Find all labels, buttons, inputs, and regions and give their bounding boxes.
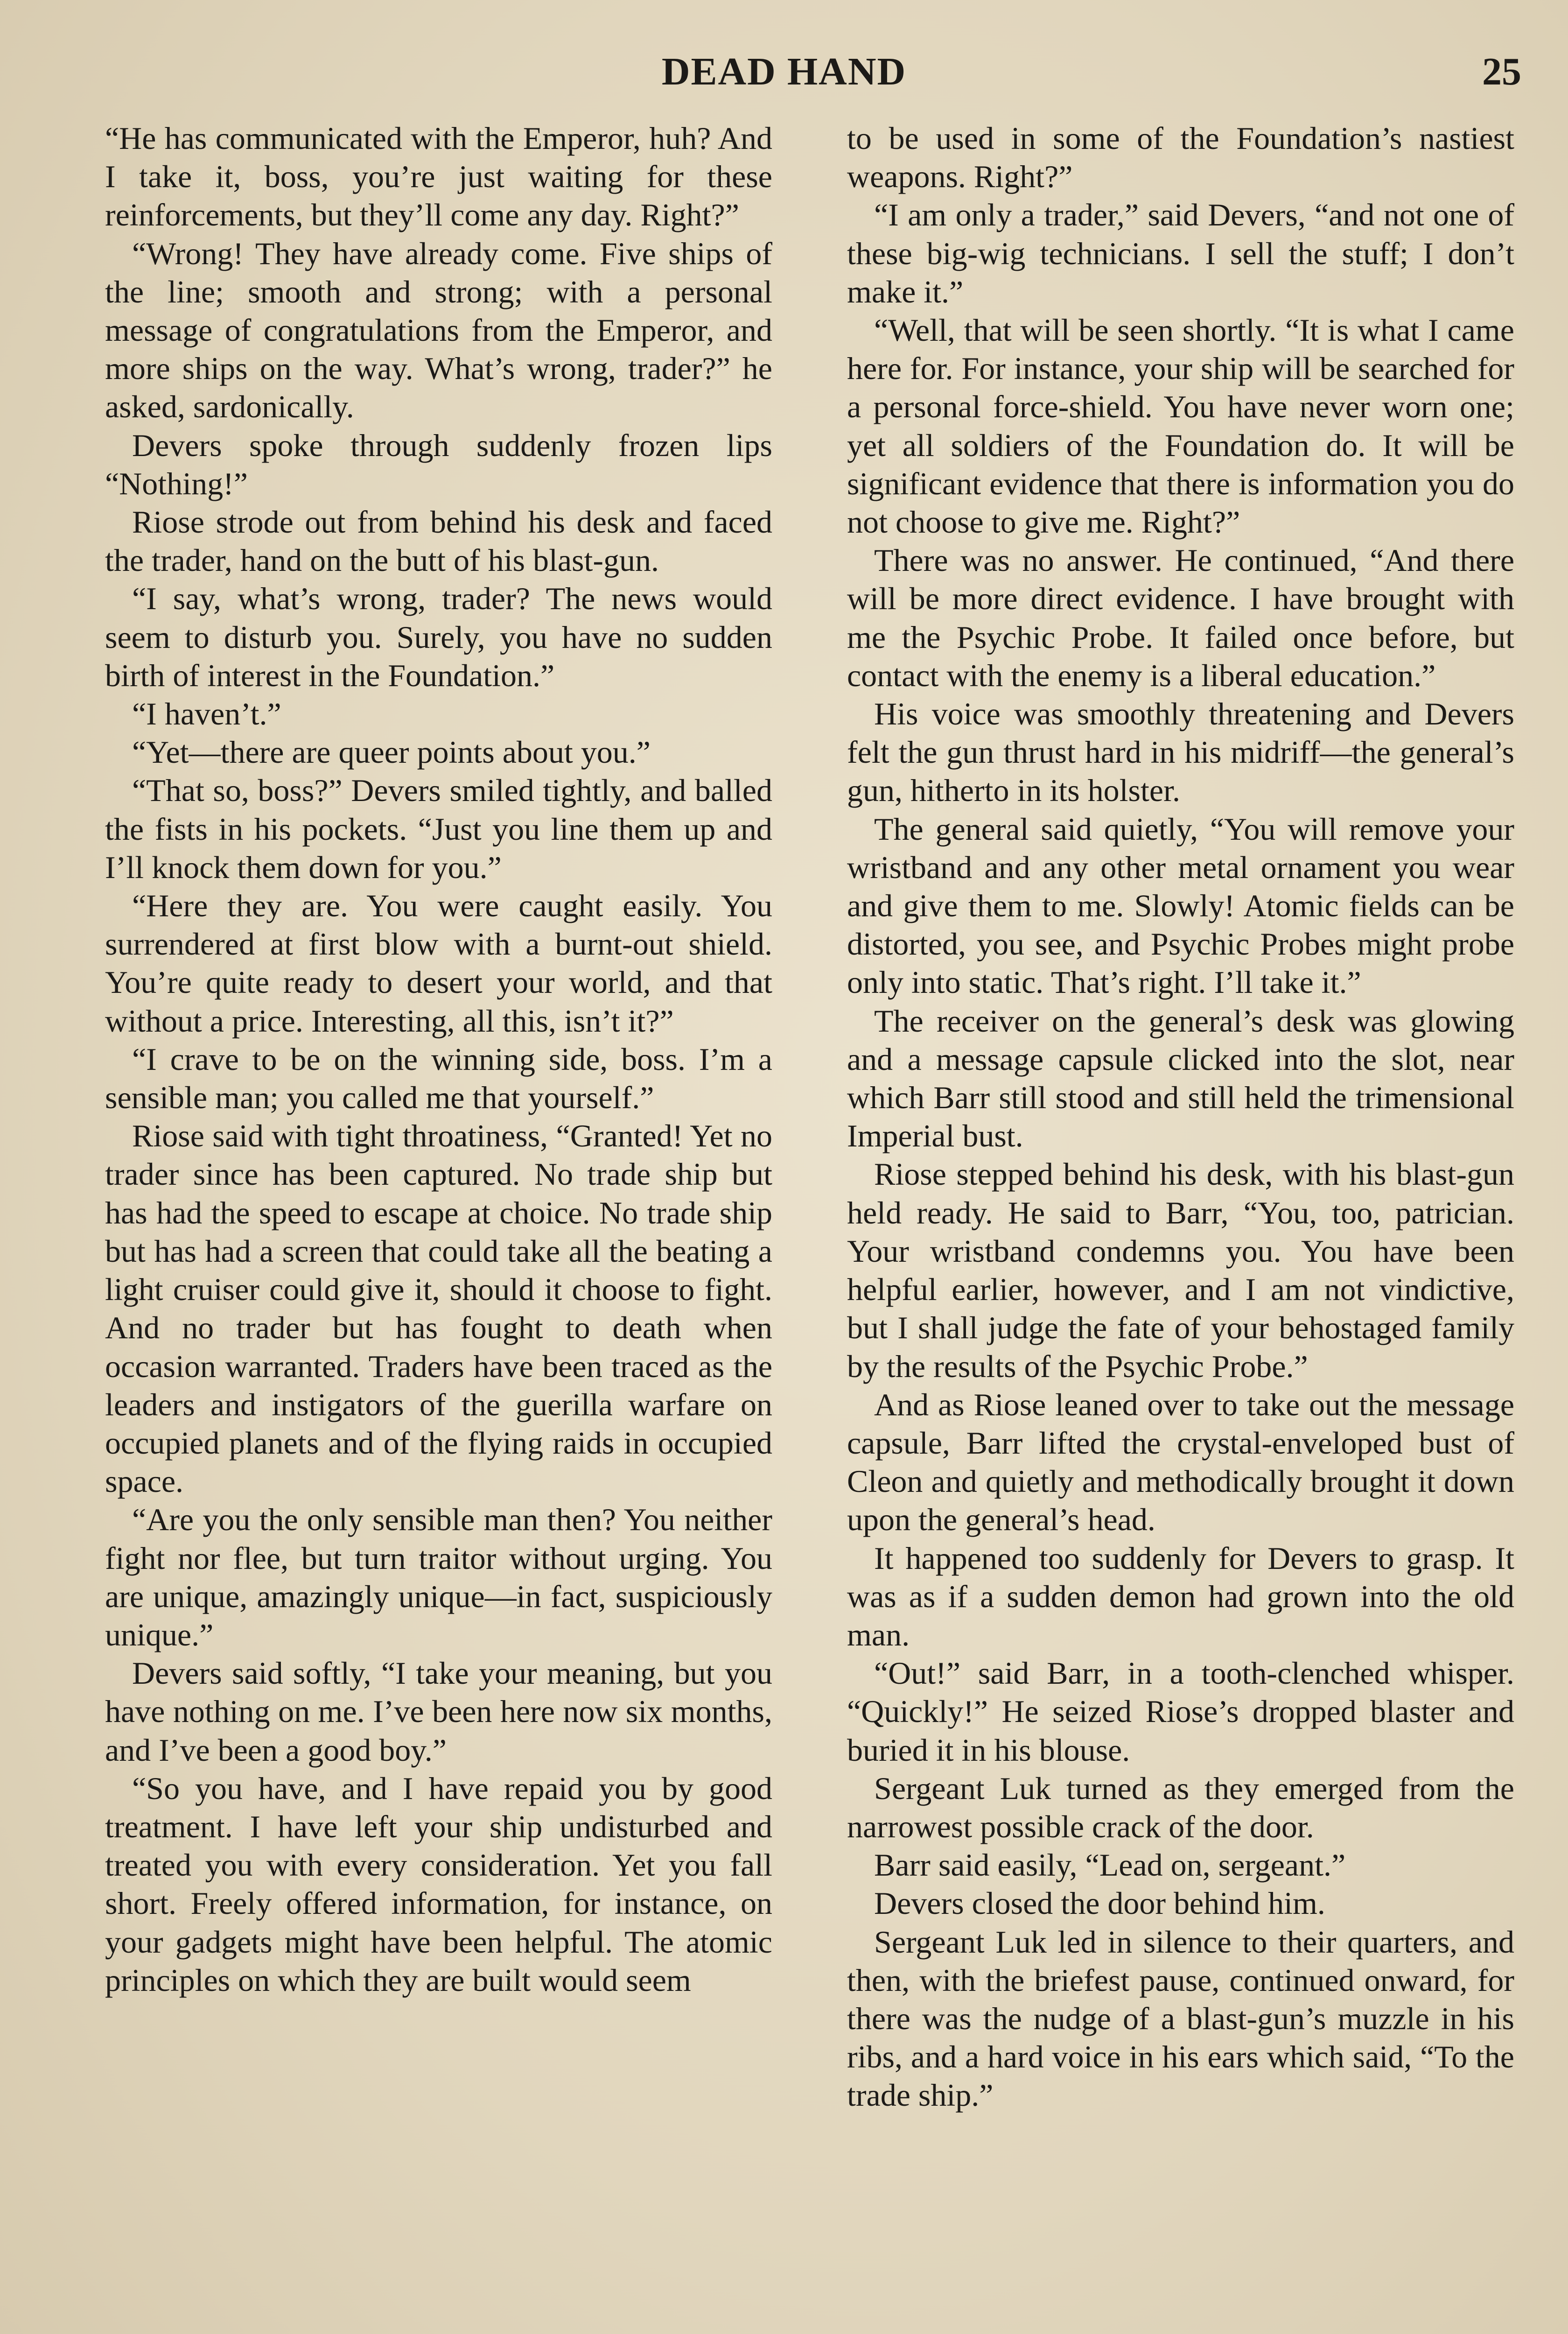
- paragraph: The receiver on the general’s desk was glowing and a message capsule clicked into the slot, near which Barr still stood and still held the trimensional Imperial bust.: [847, 1003, 1514, 1154]
- paragraph: Devers closed the door behind him.: [874, 1885, 1325, 1921]
- paragraph: to be used in some of the Foundation’s nastiest weapons. Right?”: [847, 120, 1514, 195]
- paragraph: Riose strode out from behind his desk and faced the trader, hand on the butt of his blast-gun.: [105, 504, 772, 578]
- paragraph: “Out!” said Barr, in a tooth-clenched whisper. “Quickly!” He seized Riose’s dropped blaster and buried it in his blouse.: [847, 1655, 1514, 1768]
- left-column: [105, 119, 772, 2334]
- paragraph: “He has communicated with the Emperor, huh? And I take it, boss, you’re just waiting for these reinforcements, but they’ll come any day. Right?”: [105, 120, 772, 233]
- paragraph: “Wrong! They have already come. Five ships of the line; smooth and strong; with a personal message of congratulations from the Emperor, and more ships on the way. What’s wrong, trader?” he asked, sardonically.: [105, 235, 772, 425]
- paragraph: “Are you the only sensible man then? You neither fight nor flee, but turn traitor without urging. You are unique, amazingly unique—in fact, suspiciously unique.”: [105, 1502, 772, 1652]
- paragraph: “I am only a trader,” said Devers, “and not one of these big-wig technicians. I sell the stuff; I don’t make it.”: [847, 197, 1514, 309]
- page-number: 25: [1482, 50, 1521, 93]
- paragraph: Riose stepped behind his desk, with his blast-gun held ready. He said to Barr, “You, too, patrician. Your wristband condemns you. You have been helpful earlier, however, and I am not vindictive, but I shall judge the fate of your behostaged family by the results of the Psychic Probe.”: [847, 1156, 1514, 1384]
- paragraph: “That so, boss?” Devers smiled tightly, and balled the fists in his pockets. “Just you line them up and I’ll knock them down for you.”: [105, 773, 772, 885]
- paragraph: Devers spoke through suddenly frozen lips “Nothing!”: [105, 427, 772, 501]
- paragraph: The general said quietly, “You will remove your wristband and any other metal ornament you wear and give them to me. Slowly! Atomic fields can be distorted, you see, and Psychic Probes might probe only into static. That’s right. I’ll take it.”: [847, 811, 1514, 1000]
- paragraph: And as Riose leaned over to take out the message capsule, Barr lifted the crystal-enveloped bust of Cleon and quietly and methodically brought it down upon the general’s head.: [847, 1386, 1514, 1538]
- paragraph: Riose said with tight throatiness, “Granted! Yet no trader since has been captured. No trade ship but has had the speed to escape at choice. No trade ship but has had a screen that could take all the beating a light cruiser could give it, should it choose to fight. And no trader but has fought to death when occasion warranted. Traders have been traced as the leaders and instigators of the guerilla warfare on occupied planets and of the flying raids in occupied space.: [105, 1118, 772, 1499]
- paragraph: It happened too suddenly for Devers to grasp. It was as if a sudden demon had grown into the old man.: [847, 1540, 1514, 1652]
- paragraph: Barr said easily, “Lead on, sergeant.”: [874, 1847, 1346, 1883]
- paragraph: Sergeant Luk turned as they emerged from the narrowest possible crack of the door.: [847, 1770, 1514, 1844]
- paragraph: Devers said softly, “I take your meaning, but you have nothing on me. I’ve been here now six months, and I’ve been a good boy.”: [105, 1655, 772, 1768]
- paragraph: “So you have, and I have repaid you by good treatment. I have left your ship undisturbed and treated you with every consideration. Yet you fall short. Freely offered information, for instance, on your gadgets might have been helpful. The atomic principles on which they are built would seem: [105, 1770, 772, 1998]
- right-column: [847, 119, 1514, 2334]
- page-header: [0, 49, 1568, 100]
- text-columns: [105, 119, 1514, 2334]
- running-title: DEAD HAND: [661, 50, 907, 93]
- paragraph: There was no answer. He continued, “And there will be more direct evidence. I have brought with me the Psychic Probe. It failed once before, but contact with the enemy is a liberal education.”: [847, 542, 1514, 693]
- paragraph: “Well, that will be seen shortly. “It is what I came here for. For instance, your ship will be searched for a personal force-shield. You have never worn one; yet all soldiers of the Foundation do. It will be significant evidence that there is information you do not choose to give me. Right?”: [847, 312, 1514, 540]
- paragraph: “I haven’t.”: [132, 696, 281, 732]
- paragraph: His voice was smoothly threatening and Devers felt the gun thrust hard in his midriff—the general’s gun, hitherto in its holster.: [847, 696, 1514, 808]
- paragraph: Sergeant Luk led in silence to their quarters, and then, with the briefest pause, continued onward, for there was the nudge of a blast-gun’s muzzle in his ribs, and a hard voice in his ears which said, “To the trade ship.”: [847, 1924, 1514, 2113]
- paragraph: “Yet—there are queer points about you.”: [132, 734, 651, 770]
- paragraph: “I say, what’s wrong, trader? The news would seem to disturb you. Surely, you have no sudden birth of interest in the Foundation.”: [105, 581, 772, 693]
- paragraph: “Here they are. You were caught easily. You surrendered at first blow with a burnt-out shield. You’re quite ready to desert your world, and that without a price. Interesting, all this, isn’t it?”: [105, 888, 772, 1039]
- paragraph: “I crave to be on the winning side, boss. I’m a sensible man; you called me that yourself.”: [105, 1041, 772, 1116]
